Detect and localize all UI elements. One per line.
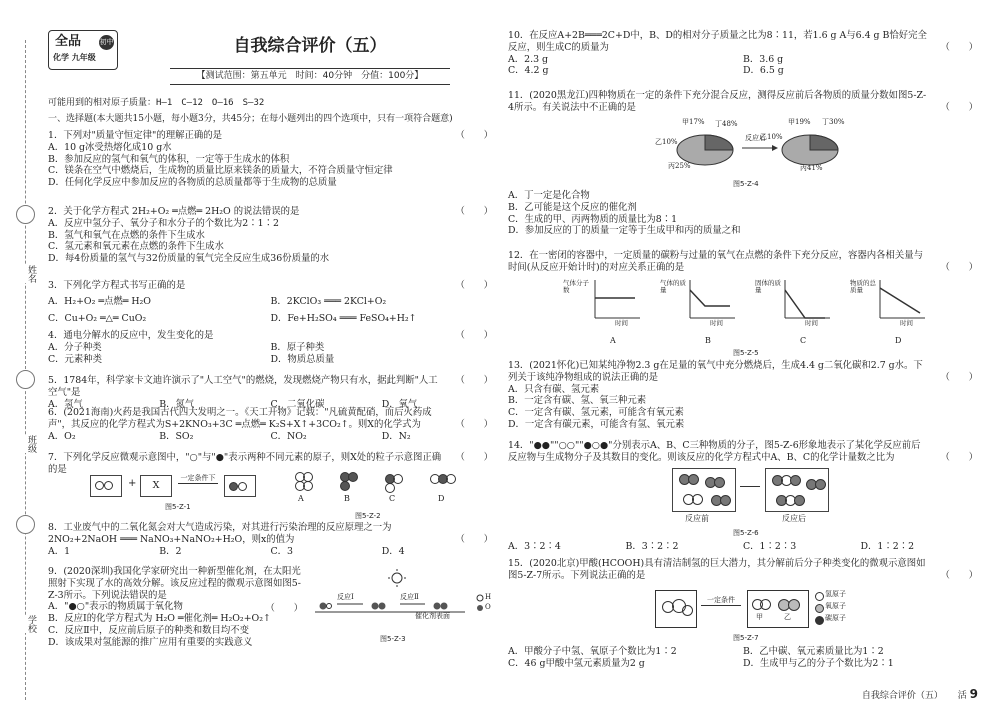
pie-label: 丙41% — [800, 164, 823, 172]
option: C．NO₂ — [270, 430, 307, 442]
x-axis-label: 时间 — [615, 319, 628, 327]
option: A．O₂ — [48, 430, 76, 442]
question-9 — [48, 566, 303, 648]
binding-hole — [16, 370, 35, 389]
atom-white — [95, 481, 104, 490]
atom-grey — [788, 599, 800, 611]
y-axis-label: 气体的质量 — [660, 279, 686, 295]
answer-bracket: （ ） — [455, 206, 493, 217]
arrow-label: 反应后 — [745, 134, 766, 142]
option: A．1 — [48, 545, 71, 557]
question-stem: 10．在反应A+2B═══2C+D中，B、D的相对分子质量之比为8∶11，若1.6 g A与6.4 g B恰好完全反应，则生成C的质量为 — [508, 30, 927, 53]
option: A．反应中氢分子、氧分子和水分子的个数比为2∶1∶2 — [48, 217, 279, 229]
answer-bracket: （ ） — [455, 330, 493, 341]
option: D．Fe+H₂SO₄ ═══ FeSO₄+H₂↑ — [270, 312, 417, 324]
pie-comparison — [655, 118, 860, 176]
reaction-condition: 一定条件 — [701, 596, 741, 606]
option: D．1∶2∶2 — [860, 541, 915, 552]
page-title: 自我综合评价（五） — [233, 36, 387, 56]
pie-label: 乙10% — [655, 138, 678, 146]
legend-o-atom — [815, 604, 824, 613]
particle-options — [290, 470, 480, 510]
atom-dark — [340, 481, 350, 491]
atom-grey — [714, 477, 725, 488]
option: A．"●○"表示的物质属于氧化物 — [48, 601, 183, 613]
graph-d — [880, 280, 925, 318]
atomic-mass-note: 可能用到的相对原子质量：H—1 C—12 O—16 S—32 — [48, 98, 265, 108]
option: D．参加反应的丁的质量一定等于生成甲和丙的质量之和 — [508, 225, 741, 237]
question-stem: 13．(2021怀化)已知某纯净物2.3 g在足量的氧气中充分燃烧后，生成4.4 g二氧化碳和2.7 g水。下列关于该纯净物组成的说法正确的是 — [508, 360, 923, 383]
answer-bracket: （ ） — [455, 452, 493, 463]
answer-bracket: （ ） — [940, 570, 978, 581]
option-label: B — [344, 494, 350, 503]
figure-caption: 图5-Z-2 — [355, 512, 381, 520]
atom-white — [385, 483, 395, 493]
option: B．原子种类 — [270, 341, 325, 353]
reaction-1-label: 反应Ⅰ — [337, 593, 354, 601]
answer-bracket: （ ） — [940, 452, 978, 463]
option: B．一定含有碳、氢、氧三种元素 — [508, 395, 647, 407]
reaction-condition: 一定条件下 — [178, 474, 218, 484]
atom-white — [446, 474, 456, 484]
page-footer — [862, 687, 978, 702]
section-heading: 一、选择题(本大题共15小题，每小题3分，共45分；在每小题列出的四个选项中，只有一项符合题意) — [48, 114, 453, 124]
question-10 — [508, 30, 978, 77]
option: A．氢气 — [48, 398, 83, 410]
option-label: D — [438, 494, 445, 503]
h-atom — [327, 604, 332, 609]
page-subtitle: 【测试范围：第五单元 时间：40分钟 分值：100分】 — [170, 68, 450, 85]
question-stem: 3．下列化学方程式书写正确的是 — [48, 280, 186, 291]
question-stem: 15．(2020北京)甲酸(HCOOH)具有清洁制氢的巨大潜力，其分解前后分子种类变化的微观示意图如图5-Z-7所示。下列说法正确的是 — [508, 558, 926, 581]
legend-o-label: O — [485, 603, 491, 611]
legend-c-atom — [815, 616, 824, 625]
question-4 — [48, 330, 493, 365]
option: B．参加反应的氢气和氧气的体积，一定等于生成水的体积 — [48, 153, 290, 165]
atom-grey — [815, 479, 826, 490]
o-atom — [441, 603, 448, 610]
question-11-options — [508, 190, 978, 237]
pie-before-slice — [705, 135, 733, 150]
option: C．元素种类 — [48, 353, 103, 365]
option-label: C — [800, 336, 807, 345]
before-label: 反应前 — [685, 514, 709, 523]
question-stem: 8．工业废气中的二氧化氮会对大气造成污染，对其进行污染治理的反应原理之一为2NO₂+2NaOH ═══ NaNO₃+NaNO₂+H₂O，则x的值为 — [48, 522, 392, 545]
binding-gutter — [8, 40, 42, 700]
graph-options — [560, 278, 940, 334]
product-box — [747, 590, 809, 628]
atom-grey — [688, 474, 699, 485]
option: B．3∶2∶2 — [625, 541, 679, 552]
question-stem: 6．(2021海南)火药是我国古代四大发明之一。《天工开物》记载："凡硫黄配硝，而后火药成声"，其反应的化学方程式为S+2KNO₃+3C ═点燃═ K₂S+X↑+3CO₂↑。则X的化学式为 — [48, 407, 432, 430]
option: D．任何化学反应中参加反应的各物质的总质量都等于生成物的总质量 — [48, 177, 337, 188]
pie-label: 丁48% — [715, 120, 738, 128]
after-label: 反应后 — [782, 514, 806, 523]
x-box: X — [140, 475, 172, 497]
brand-subject: 化学 九年级 — [53, 53, 96, 62]
figure-caption: 图5-Z-6 — [733, 529, 759, 537]
option-label: A — [610, 336, 616, 345]
legend-label: 氢原子 — [825, 590, 846, 598]
graph-c — [785, 280, 830, 318]
class-label: 班级 — [14, 435, 36, 453]
option: D．N₂ — [381, 430, 411, 442]
legend-h-label: H — [485, 593, 492, 601]
option: B．乙可能是这个反应的催化剂 — [508, 201, 637, 213]
question-stem: 11．(2020黑龙江)四种物质在一定的条件下充分混合反应，测得反应前后各物质的质量分数如图5-Z-4所示。有关说法中不正确的是 — [508, 90, 927, 113]
name-label: 姓名 — [14, 265, 36, 283]
option: C．4.2 g — [508, 65, 549, 77]
answer-bracket: （ ） — [940, 262, 978, 273]
answer-bracket: （ ） — [940, 372, 978, 383]
option: A．2.3 g — [508, 53, 549, 65]
question-stem: 2．关于化学方程式 2H₂+O₂ ═点燃═ 2H₂O 的说法错误的是 — [48, 206, 300, 217]
reactant-box-1 — [90, 475, 122, 497]
footer-prefix: 活 — [957, 691, 967, 701]
pie-after-slice — [810, 135, 838, 150]
option: C．二氧化碳 — [270, 398, 325, 410]
pie-label: 甲19% — [788, 118, 811, 126]
brand-name: 全品 — [55, 34, 82, 49]
reaction-arrow — [740, 486, 760, 487]
question-12 — [508, 250, 978, 274]
option: C．生成的甲、丙两物质的质量比为8∶1 — [508, 213, 678, 225]
atom-white — [238, 482, 247, 491]
x-axis-label: 时间 — [805, 319, 818, 327]
atom-white — [393, 474, 403, 484]
atom-white — [303, 481, 313, 491]
option: C．Cu+O₂ ═△═ CuO₂ — [48, 312, 147, 324]
product-yi: 乙 — [784, 613, 791, 621]
option: D．氧气 — [381, 398, 418, 410]
option: B．氢气和氧气在点燃的条件下生成水 — [48, 229, 205, 241]
brand-tag: 初中 — [99, 35, 114, 50]
atom-white — [104, 481, 113, 490]
legend-h-atom — [815, 592, 824, 601]
answer-bracket: （ ） — [265, 603, 303, 614]
question-2 — [48, 206, 493, 265]
answer-bracket: （ ） — [455, 375, 493, 386]
option: D．生成甲与乙的分子个数比为2∶1 — [743, 657, 894, 669]
option: C．镁条在空气中燃烧后，生成物的质量比原来镁条的质量大，不符合质量守恒定律 — [48, 165, 393, 177]
option: A．分子种类 — [48, 341, 102, 353]
option: B．SO₂ — [159, 430, 194, 442]
option-label: D — [895, 336, 902, 345]
answer-bracket: （ ） — [455, 130, 493, 141]
option: D．4 — [381, 545, 405, 557]
school-label: 学校 — [14, 615, 36, 633]
option: C．反应Ⅱ中，反应前后原子的种类和数目均不变 — [48, 624, 250, 636]
option: B．3.6 g — [743, 53, 784, 65]
atom-white — [682, 605, 693, 616]
figure-caption: 图5-Z-7 — [733, 634, 759, 642]
after-box — [765, 468, 829, 512]
atom-white — [692, 494, 703, 505]
question-stem: 14．"●●""○○""●○●"分别表示A、B、C三种物质的分子，图5-Z-6形象地表示了某化学反应前后反应物与生成物分子及其数目的变化。则该反应的化学方程式中A、B、C的化学计量数之比为 — [508, 440, 921, 463]
arrow-head — [772, 145, 778, 151]
option-label: B — [705, 336, 711, 345]
option: B．乙中碳、氧元素质量比为1∶2 — [743, 646, 884, 657]
y-axis-label: 物质的总质量 — [850, 279, 876, 295]
y-axis-label: 固体的质量 — [755, 279, 781, 295]
question-6 — [48, 407, 493, 442]
atom-grey — [790, 475, 801, 486]
pie-label: 甲17% — [682, 118, 705, 126]
option: A．甲酸分子中氢、氧原子个数比为1∶2 — [508, 646, 677, 657]
o-atom — [379, 603, 386, 610]
pie-label: 丙25% — [668, 162, 691, 170]
option: A．丁一定是化合物 — [508, 190, 590, 201]
option-label: C — [389, 494, 396, 503]
atom-dark — [229, 482, 238, 491]
legend-label: 氧原子 — [825, 602, 846, 610]
option: D．6.5 g — [743, 65, 784, 77]
x-axis-label: 时间 — [710, 319, 723, 327]
figure-caption: 图5-Z-3 — [380, 635, 406, 643]
brand-logo — [48, 30, 118, 70]
question-8 — [48, 522, 493, 557]
option: D．物质总质量 — [270, 353, 335, 365]
graph-a — [595, 280, 640, 318]
question-stem: 4．通电分解水的反应中，发生变化的是 — [48, 330, 214, 341]
binding-hole — [16, 205, 35, 224]
option: D．该成果对氢能源的推广应用有重要的实践意义 — [48, 636, 253, 648]
question-11 — [508, 90, 978, 114]
footer-title: 自我综合评价（五） — [861, 691, 943, 701]
question-stem: 9．(2020深圳)我国化学家研究出一种新型催化剂，在太阳光照射下实现了水的高效分解。该反应过程的微观示意图如图5-Z-3所示。下列说法错误的是 — [48, 566, 301, 601]
question-15 — [508, 558, 978, 582]
answer-bracket: （ ） — [455, 280, 493, 291]
answer-bracket: （ ） — [455, 533, 493, 545]
answer-bracket: （ ） — [940, 42, 978, 53]
figure-caption: 图5-Z-5 — [733, 349, 759, 357]
o-atom — [320, 603, 327, 610]
option: A．3∶2∶4 — [508, 541, 561, 552]
option: C．1∶2∶3 — [743, 541, 797, 552]
sun-icon — [392, 573, 402, 583]
page-number: 9 — [969, 687, 978, 701]
option: B．氮气 — [159, 398, 195, 410]
pie-label: 乙10% — [760, 133, 783, 141]
question-14-options — [508, 541, 978, 553]
pie-label: 丁30% — [822, 118, 845, 126]
o-atom — [372, 603, 379, 610]
answer-bracket: （ ） — [940, 102, 978, 113]
binding-hole — [16, 515, 35, 534]
option: A．10 g冰受热熔化成10 g水 — [48, 141, 172, 153]
atom-dark — [348, 472, 358, 482]
question-stem: 5．1784年，科学家卡文迪许演示了"人工空气"的燃烧，发现燃烧产物只有水，据此判断"人工空气"是 — [48, 375, 438, 398]
option: C．一定含有碳、氢元素，可能含有氧元素 — [508, 407, 684, 418]
option: C．46 g甲酸中氢元素质量为2 g — [508, 657, 645, 669]
question-13 — [508, 360, 978, 431]
question-15-options — [508, 646, 978, 670]
question-stem: 12．在一密闭的容器中，一定质量的碳粉与过量的氧气在点燃的条件下充分反应，容器内各相关量与时间(从反应开始计时)的对应关系正确的是 — [508, 250, 924, 273]
question-stem: 1．下列对"质量守恒定律"的理解正确的是 — [48, 130, 222, 141]
option: B．2KClO₃ ═══ 2KCl+O₂ — [270, 295, 387, 307]
figure-caption: 图5-Z-4 — [733, 180, 759, 188]
option: B．反应Ⅰ的化学方程式为 H₂O ═催化剂═ H₂O₂+O₂↑ — [48, 613, 271, 624]
y-axis-label: 气体分子数 — [563, 279, 589, 295]
option: C．氢元素和氧元素在点燃的条件下生成水 — [48, 241, 224, 253]
product-jia: 甲 — [756, 613, 763, 621]
option: A．只含有碳、氢元素 — [508, 383, 600, 395]
o-atom — [434, 603, 441, 610]
plus-sign: + — [128, 478, 137, 489]
formic-acid-diagram — [655, 590, 855, 628]
question-3 — [48, 280, 493, 324]
graph-b — [690, 280, 735, 318]
catalysis-diagram — [315, 568, 495, 630]
answer-bracket: （ ） — [455, 418, 493, 430]
question-5 — [48, 375, 493, 410]
reactant-box — [655, 590, 697, 628]
sun-rays-icon — [388, 569, 406, 587]
option: D．一定含有碳元素，可能含有氢、氧元素 — [508, 418, 685, 430]
catalyst-surface-label: 催化剂表面 — [415, 612, 450, 620]
option: A．H₂+O₂ ═点燃═ H₂O — [48, 295, 151, 307]
question-1 — [48, 130, 493, 189]
option-label: A — [298, 494, 304, 503]
atom-white — [760, 599, 771, 610]
option: B．2 — [159, 545, 182, 557]
atom-grey — [794, 495, 805, 506]
reaction-2-label: 反应Ⅱ — [400, 593, 419, 601]
before-box — [672, 468, 736, 512]
question-14 — [508, 440, 978, 464]
product-box — [224, 475, 256, 497]
x-axis-label: 时间 — [900, 319, 913, 327]
option: D．每4份质量的氢气与32份质量的氧气完全反应生成36份质量的水 — [48, 253, 330, 264]
atom-grey — [720, 495, 731, 506]
legend-label: 碳原子 — [825, 614, 846, 622]
legend-h-atom — [477, 595, 483, 601]
figure-caption: 图5-Z-1 — [165, 503, 191, 511]
graph-labels — [560, 336, 940, 348]
legend-o-atom — [477, 605, 483, 611]
question-stem: 7．下列化学反应微观示意图中，"○"与"●"表示两种不同元素的原子，则X处的粒子示意图正确的是 — [48, 452, 442, 475]
option: C．3 — [270, 545, 294, 557]
